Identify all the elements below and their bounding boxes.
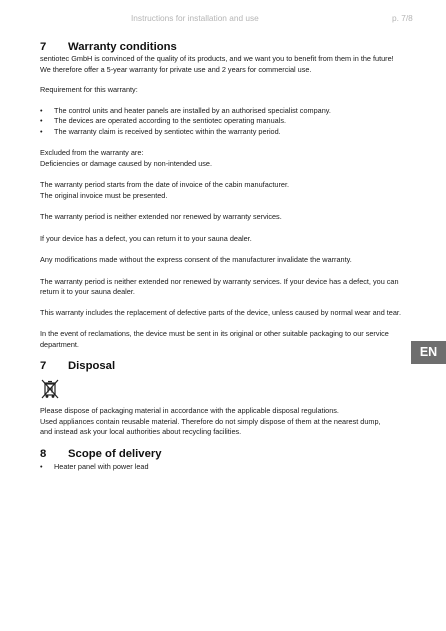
requirement-label: Requirement for this warranty: bbox=[40, 85, 138, 94]
list-item bbox=[40, 127, 420, 138]
replacement-note: This warranty includes the replacement of defective parts of the device, unless caused by normal wear and tear. bbox=[40, 307, 401, 317]
list-item bbox=[40, 462, 420, 473]
bullet: • bbox=[40, 116, 43, 125]
header-title: Instructions for installation and use bbox=[131, 13, 259, 23]
disposal-section-title: Disposal bbox=[68, 360, 116, 372]
disposal-line-3: and instead ask your local authorities about recycling facilities. bbox=[40, 427, 242, 436]
disposal-text bbox=[40, 406, 420, 438]
warranty-section-title: Warranty conditions bbox=[68, 41, 177, 53]
disposal-heading bbox=[40, 359, 420, 373]
exclusions-line-2: Deficiencies or damage caused by non-intended use. bbox=[40, 158, 212, 168]
exclusions bbox=[40, 148, 420, 169]
crossed-out-wheelie-bin-icon bbox=[40, 378, 60, 400]
list-item-text: The control units and heater panels are installed by an authorised specialist company. bbox=[54, 105, 331, 115]
warranty-intro bbox=[40, 54, 420, 75]
page-number: p. 7/8 bbox=[392, 13, 413, 23]
delivery-section-number: 8 bbox=[40, 447, 47, 460]
defect-note: If your device has a defect, you can return it to your sauna dealer. bbox=[40, 233, 252, 243]
not-extended-defect-note bbox=[40, 277, 420, 298]
not-extended-defect-line-1: The warranty period is neither extended nor renewed by warranty services. If your device has a defect, you can bbox=[40, 276, 399, 286]
bullet: • bbox=[40, 105, 43, 115]
list-item bbox=[40, 116, 420, 127]
not-extended-note: The warranty period is neither extended nor renewed by warranty services. bbox=[40, 212, 282, 221]
delivery-list bbox=[40, 462, 420, 473]
period-start-line-1: The warranty period starts from the date of invoice of the cabin manufacturer. bbox=[40, 180, 290, 189]
page-header bbox=[0, 13, 446, 25]
not-extended-defect-line-2: return it to your sauna dealer. bbox=[40, 287, 135, 296]
warranty-intro-line-1: sentiotec GmbH is convinced of the quality of its products, and we want you to benefit from them in the future! bbox=[40, 54, 394, 63]
list-item-text: Heater panel with power lead bbox=[54, 461, 149, 471]
delivery-heading bbox=[40, 447, 420, 461]
disposal-line-1: Please dispose of packaging material in accordance with the applicable disposal regulations. bbox=[40, 406, 339, 415]
exclusions-line-1: Excluded from the warranty are: bbox=[40, 148, 144, 157]
period-start-line-2: The original invoice must be presented. bbox=[40, 190, 168, 200]
delivery-section-title: Scope of delivery bbox=[68, 447, 162, 460]
list-item-text: The warranty claim is received by sentiotec within the warranty period. bbox=[54, 126, 281, 136]
requirements-list bbox=[40, 106, 420, 138]
bullet: • bbox=[40, 126, 43, 136]
page-content bbox=[40, 40, 420, 472]
disposal-line-2: Used appliances contain reusable material. Therefore do not simply dispose of them at the nearest dump, bbox=[40, 416, 381, 426]
warranty-intro-line-2: We therefore offer a 5-year warranty for private use and 2 years for commercial use. bbox=[40, 64, 312, 74]
warranty-section-number: 7 bbox=[40, 41, 47, 53]
disposal-section-number: 7 bbox=[40, 360, 47, 372]
list-item bbox=[40, 106, 420, 117]
warranty-heading bbox=[40, 40, 420, 54]
list-item-text: The devices are operated according to the sentiotec operating manuals. bbox=[54, 116, 287, 125]
language-tab[interactable]: EN bbox=[411, 341, 446, 364]
bullet: • bbox=[40, 461, 43, 471]
modifications-note: Any modifications made without the express consent of the manufacturer invalidate the warranty. bbox=[40, 255, 352, 264]
reclamation-note: In the event of reclamations, the device must be sent in its original or other suitable packaging to our service department. bbox=[40, 329, 389, 349]
period-start bbox=[40, 180, 420, 201]
